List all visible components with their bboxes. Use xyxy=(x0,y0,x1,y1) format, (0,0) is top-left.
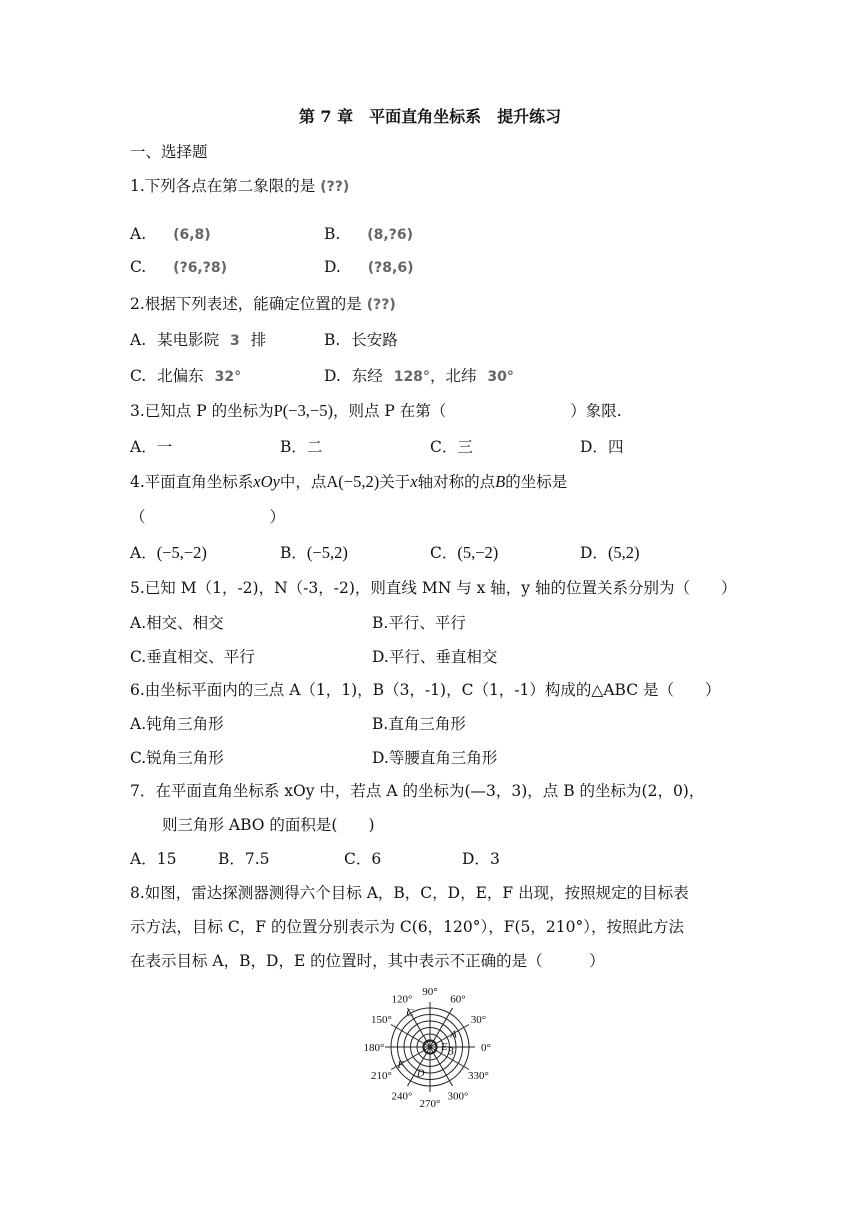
question-7-stem: 7．在平面直角坐标系 xOy 中，若点 A 的坐标为(—3，3)，点 B 的坐标为(2，0)， xyxy=(130,782,705,800)
radar-spokes xyxy=(385,1002,475,1092)
option-3b: B．二 xyxy=(280,438,323,456)
option-4c: C．(5,−2) xyxy=(430,543,499,562)
radar-point-label: A xyxy=(450,1029,457,1041)
radar-angle-label: 90° xyxy=(422,986,438,998)
radar-angle-label: 330° xyxy=(468,1070,489,1082)
option-1d: D. (?8,6) xyxy=(324,258,414,276)
option-3a: A．一 xyxy=(130,438,173,456)
question-1-stem-tail: (??) xyxy=(320,179,350,195)
radar-angle-label: 210° xyxy=(371,1070,392,1082)
option-6a: A.钝角三角形 xyxy=(130,715,224,733)
radar-point-label: B xyxy=(447,1046,454,1058)
radar-angle-label: 270° xyxy=(419,1098,441,1110)
question-1-stem: 1.下列各点在第二象限的是 (??) xyxy=(130,177,350,195)
option-7d: D．3 xyxy=(462,850,500,868)
option-2b: B. 长安路 xyxy=(324,331,398,349)
radar-angle-label: 0° xyxy=(481,1042,491,1054)
option-1b: B. (8,?6) xyxy=(324,225,413,243)
option-5c: C.垂直相交、平行 xyxy=(130,648,255,666)
option-5b: B.平行、平行 xyxy=(372,614,466,632)
radar-point-label: C xyxy=(406,1008,414,1020)
question-7-stem-line2: 则三角形 ABO 的面积是( ) xyxy=(162,816,375,834)
option-3c: C．三 xyxy=(430,438,473,456)
option-1a: A. (6,8) xyxy=(130,225,211,243)
option-7c: C．6 xyxy=(344,850,382,868)
option-7b: B．7.5 xyxy=(218,850,270,868)
radar-figure xyxy=(350,978,510,1118)
option-7a: A．15 xyxy=(130,850,177,868)
option-3d: D．四 xyxy=(580,438,624,456)
radar-point-label: F xyxy=(397,1059,404,1071)
option-4d: D．(5,2) xyxy=(580,543,640,562)
radar-angle-label: 300° xyxy=(447,1090,469,1103)
radar-angle-label: 60° xyxy=(450,993,466,1006)
question-2-stem-tail: (??) xyxy=(366,297,396,313)
radar-point-label: D xyxy=(416,1068,425,1080)
radar-angle-labels xyxy=(364,986,491,1110)
option-2c: C. 北偏东 32° xyxy=(130,367,242,385)
option-1c: C. (?6,?8) xyxy=(130,258,228,276)
radar-angle-label: 240° xyxy=(391,1090,413,1103)
question-4-stem-line2: （ ） xyxy=(130,508,286,526)
question-8-stem-line3: 在表示目标 A，B，D，E 的位置时，其中表示不正确的是（ ） xyxy=(130,952,605,970)
radar-angle-label: 150° xyxy=(371,1014,392,1026)
option-6d: D.等腰直角三角形 xyxy=(372,749,498,767)
option-5a: A.相交、相交 xyxy=(130,614,224,632)
question-3-stem: 3.已知点 P 的坐标为P(−3,−5)，则点 P 在第（ ）象限. xyxy=(130,401,622,420)
radar-angle-label: 30° xyxy=(470,1014,487,1026)
question-8-stem-line1: 8.如图，雷达探测器测得六个目标 A，B，C，D，E，F 出现，按照规定的目标表 xyxy=(130,884,689,902)
question-2-stem: 2.根据下列表述，能确定位置的是 (??) xyxy=(130,295,396,313)
option-5d: D.平行、垂直相交 xyxy=(372,648,498,666)
question-8-stem-line2: 示方法，目标 C，F 的位置分别表示为 C(6，120°），F(5，210°），按照此方法 xyxy=(130,918,684,936)
option-4b: B．(−5,2) xyxy=(280,543,348,562)
question-5-stem: 5.已知 M（1，-2)，N（-3，-2)，则直线 MN 与 x 轴，y 轴的位置关系分别为（ ） xyxy=(130,579,737,597)
option-4a: A．(−5,−2) xyxy=(130,543,207,562)
question-6-stem: 6.由坐标平面内的三点 A（1，1)，B（3，-1)，C（1，-1）构成的△ABC 是（ ） xyxy=(130,681,721,699)
question-4-stem: 4.平面直角坐标系xOy中，点A(−5,2)关于x轴对称的点B的坐标是 xyxy=(130,472,568,491)
option-2d: D. 东经 128°，北纬 30° xyxy=(324,367,514,385)
radar-angle-label: 180° xyxy=(363,1042,385,1054)
section-heading: 一、选择题 xyxy=(130,143,208,161)
option-6b: B.直角三角形 xyxy=(372,715,466,733)
radar-angle-label: 120° xyxy=(391,993,413,1006)
page-title: 第 7 章 平面直角坐标系 提升练习 xyxy=(298,107,562,126)
radar-point-label: E xyxy=(441,1041,448,1053)
option-6c: C.锐角三角形 xyxy=(130,749,224,767)
option-2a: A. 某电影院 3 排 xyxy=(130,331,267,349)
